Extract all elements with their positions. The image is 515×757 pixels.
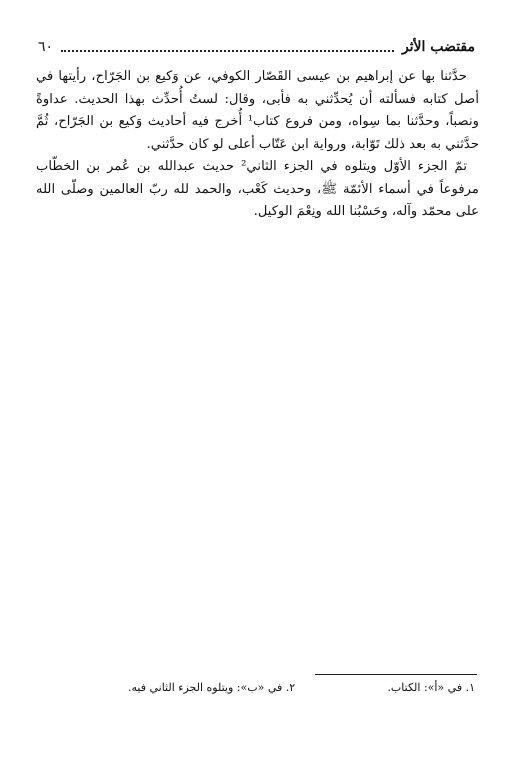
footnote-separator <box>315 674 477 675</box>
main-text <box>36 66 479 224</box>
paragraph-2: تمّ الجزء الأوّل ويتلوه في الجزء الثاني² حديث عبدالله بن عُمر بن الخطّاب مرفوعاً في أسماء الأئمّة ﷺ، وحديث كَعْب، والحمد لله ربّ العالمين وصلّى الله على محمّد وآله، وحَسْبُنا الله ونِعْمَ الوكيل. <box>36 159 479 219</box>
footnotes <box>38 681 475 694</box>
footnote-1: ١. في «أ»: الكتاب. <box>387 681 475 694</box>
header-dot-leader <box>61 50 394 52</box>
page-header <box>38 36 475 58</box>
paragraph-1: حدَّثنا بها عن إبراهيم بن عيسى القَصّار الكوفي، عن وَكيع بن الجَرّاح، رأيتها في أصل كتابه فسألته أن يُحدِّثني به فأبى، وقال: لستُ أُحدِّث بهذا الحديث. عداوةً ونصباً، وحدَّثنا بما سِواه، ومن فروع كتاب¹ أُخرج فيه أحاديث وَكيع بن الجَرّاح، ثُمَّ حدَّثني به بعد ذلك تَوّابة، ورواية ابن عَتّاب أعلى لو كان حدَّثني. <box>36 69 479 152</box>
running-title: مقتضب الأثر <box>401 39 475 55</box>
page-number: ٦٠ <box>38 39 54 55</box>
footnote-2: ٢. في «ب»: ويتلوه الجزء الثاني فيه. <box>128 681 296 694</box>
